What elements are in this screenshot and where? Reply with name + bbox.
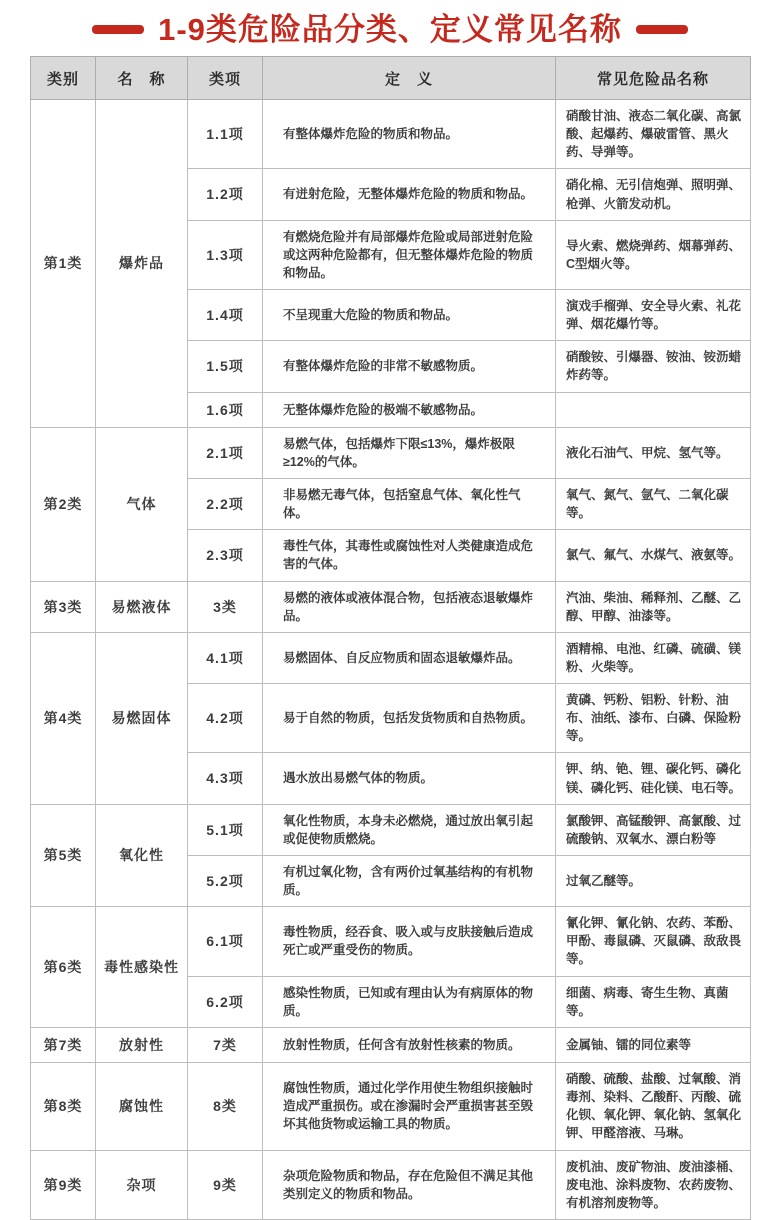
- title-dash-right-icon: [636, 25, 688, 34]
- item-cell: 4.3项: [188, 753, 263, 804]
- examples-cell: 过氧乙醚等。: [556, 855, 751, 906]
- examples-cell: 氧气、氮气、氩气、二氧化碳等。: [556, 479, 751, 530]
- definition-cell: 毒性气体，其毒性或腐蚀性对人类健康造成危害的气体。: [263, 530, 556, 581]
- definition-cell: 不呈现重大危险的物质和物品。: [263, 290, 556, 341]
- title-dash-left-icon: [92, 25, 144, 34]
- category-cell: 第9类: [31, 1150, 96, 1219]
- examples-cell: 液化石油气、甲烷、氢气等。: [556, 427, 751, 478]
- table-row: [31, 804, 751, 855]
- name-cell: 毒性感染性: [96, 907, 188, 1028]
- item-cell: 4.2项: [188, 684, 263, 753]
- item-cell: 1.5项: [188, 341, 263, 392]
- definition-cell: 无整体爆炸危险的极端不敏感物品。: [263, 392, 556, 427]
- item-cell: 1.3项: [188, 220, 263, 289]
- definition-cell: 有迸射危险，无整体爆炸危险的物质和物品。: [263, 169, 556, 220]
- examples-cell: 硝酸、硫酸、盐酸、过氧酸、消毒剂、染料、乙酸酐、丙酸、硫化钡、氧化钾、氧化钠、氢氧化钾、甲醛溶液、马琳。: [556, 1063, 751, 1151]
- item-cell: 6.2项: [188, 976, 263, 1027]
- danger-goods-table-container: [30, 56, 750, 1220]
- page-header: [0, 0, 780, 52]
- name-cell: 氧化性: [96, 804, 188, 907]
- definition-cell: 杂项危险物质和物品，存在危险但不满足其他类别定义的物质和物品。: [263, 1150, 556, 1219]
- item-cell: 9类: [188, 1150, 263, 1219]
- table-row: [31, 907, 751, 976]
- item-cell: 2.3项: [188, 530, 263, 581]
- item-cell: 6.1项: [188, 907, 263, 976]
- category-cell: 第4类: [31, 632, 96, 804]
- name-cell: 腐蚀性: [96, 1063, 188, 1151]
- definition-cell: 易于自然的物质，包括发货物质和自热物质。: [263, 684, 556, 753]
- table-row: [31, 581, 751, 632]
- item-cell: 1.6项: [188, 392, 263, 427]
- examples-cell: 氯酸钾、高锰酸钾、高氯酸、过硫酸钠、双氧水、漂白粉等: [556, 804, 751, 855]
- table-row: [31, 1027, 751, 1062]
- examples-cell: 演戏手榴弹、安全导火索、礼花弹、烟花爆竹等。: [556, 290, 751, 341]
- examples-cell: 导火索、燃烧弹药、烟幕弹药、C型烟火等。: [556, 220, 751, 289]
- definition-cell: 易燃气体，包括爆炸下限≤13%，爆炸极限≥12%的气体。: [263, 427, 556, 478]
- examples-cell: 硝化棉、无引信炮弹、照明弹、枪弹、火箭发动机。: [556, 169, 751, 220]
- table-row: [31, 632, 751, 683]
- item-cell: 5.2项: [188, 855, 263, 906]
- definition-cell: 有燃烧危险并有局部爆炸危险或局部迸射危险或这两种危险都有，但无整体爆炸危险的物质和物品。: [263, 220, 556, 289]
- examples-cell: 氰化钾、氰化钠、农药、苯酚、甲酚、毒鼠磷、灭鼠磷、敌敌畏等。: [556, 907, 751, 976]
- name-cell: 放射性: [96, 1027, 188, 1062]
- examples-cell: 酒精棉、电池、红磷、硫磺、镁粉、火柴等。: [556, 632, 751, 683]
- category-cell: 第7类: [31, 1027, 96, 1062]
- definition-cell: 易燃固体、自反应物质和固态退敏爆炸品。: [263, 632, 556, 683]
- examples-cell: 汽油、柴油、稀释剂、乙醚、乙醇、甲醇、油漆等。: [556, 581, 751, 632]
- column-header: 类项: [188, 57, 263, 100]
- item-cell: 1.1项: [188, 100, 263, 169]
- examples-cell: 金属铀、镭的同位素等: [556, 1027, 751, 1062]
- table-row: [31, 427, 751, 478]
- item-cell: 3类: [188, 581, 263, 632]
- danger-goods-table: [30, 56, 751, 1220]
- item-cell: 8类: [188, 1063, 263, 1151]
- name-cell: 爆炸品: [96, 100, 188, 428]
- table-body: [31, 100, 751, 1220]
- category-cell: 第3类: [31, 581, 96, 632]
- column-header: 类别: [31, 57, 96, 100]
- page-title: 1-9类危险品分类、定义常见名称: [158, 11, 622, 47]
- category-cell: 第1类: [31, 100, 96, 428]
- definition-cell: 放射性物质，任何含有放射性核素的物质。: [263, 1027, 556, 1062]
- examples-cell: [556, 392, 751, 427]
- examples-cell: 黄磷、钙粉、铝粉、针粉、油布、油纸、漆布、白磷、保险粉等。: [556, 684, 751, 753]
- definition-cell: 有机过氧化物，含有两价过氧基结构的有机物质。: [263, 855, 556, 906]
- examples-cell: 硝酸铵、引爆器、铵油、铵沥蜡炸药等。: [556, 341, 751, 392]
- column-header: 常见危险品名称: [556, 57, 751, 100]
- definition-cell: 氧化性物质，本身未必燃烧，通过放出氧引起或促使物质燃烧。: [263, 804, 556, 855]
- definition-cell: 腐蚀性物质，通过化学作用使生物组织接触时造成严重损伤。或在渗漏时会严重损害甚至毁坏其他货物或运输工具的物质。: [263, 1063, 556, 1151]
- column-header: 名 称: [96, 57, 188, 100]
- examples-cell: 硝酸甘油、液态二氧化碳、高氯酸、起爆药、爆破雷管、黑火药、导弹等。: [556, 100, 751, 169]
- item-cell: 2.1项: [188, 427, 263, 478]
- table-row: [31, 100, 751, 169]
- category-cell: 第8类: [31, 1063, 96, 1151]
- name-cell: 杂项: [96, 1150, 188, 1219]
- name-cell: 气体: [96, 427, 188, 581]
- table-row: [31, 1150, 751, 1219]
- category-cell: 第5类: [31, 804, 96, 907]
- definition-cell: 遇水放出易燃气体的物质。: [263, 753, 556, 804]
- examples-cell: 细菌、病毒、寄生生物、真菌等。: [556, 976, 751, 1027]
- category-cell: 第6类: [31, 907, 96, 1028]
- name-cell: 易燃固体: [96, 632, 188, 804]
- table-header-row: [31, 57, 751, 100]
- table-row: [31, 1063, 751, 1151]
- item-cell: 4.1项: [188, 632, 263, 683]
- definition-cell: 感染性物质，已知或有理由认为有病原体的物质。: [263, 976, 556, 1027]
- examples-cell: 钾、纳、铯、锂、碳化钙、磷化镁、磷化钙、硅化镁、电石等。: [556, 753, 751, 804]
- definition-cell: 有整体爆炸危险的物质和物品。: [263, 100, 556, 169]
- definition-cell: 有整体爆炸危险的非常不敏感物质。: [263, 341, 556, 392]
- definition-cell: 易燃的液体或液体混合物，包括液态退敏爆炸品。: [263, 581, 556, 632]
- name-cell: 易燃液体: [96, 581, 188, 632]
- item-cell: 5.1项: [188, 804, 263, 855]
- item-cell: 1.2项: [188, 169, 263, 220]
- column-header: 定 义: [263, 57, 556, 100]
- examples-cell: 废机油、废矿物油、废油漆桶、废电池、涂料废物、农药废物、有机溶剂废物等。: [556, 1150, 751, 1219]
- category-cell: 第2类: [31, 427, 96, 581]
- item-cell: 7类: [188, 1027, 263, 1062]
- item-cell: 1.4项: [188, 290, 263, 341]
- definition-cell: 非易燃无毒气体，包括窒息气体、氧化性气体。: [263, 479, 556, 530]
- definition-cell: 毒性物质，经吞食、吸入或与皮肤接触后造成死亡或严重受伤的物质。: [263, 907, 556, 976]
- examples-cell: 氯气、氟气、水煤气、液氨等。: [556, 530, 751, 581]
- item-cell: 2.2项: [188, 479, 263, 530]
